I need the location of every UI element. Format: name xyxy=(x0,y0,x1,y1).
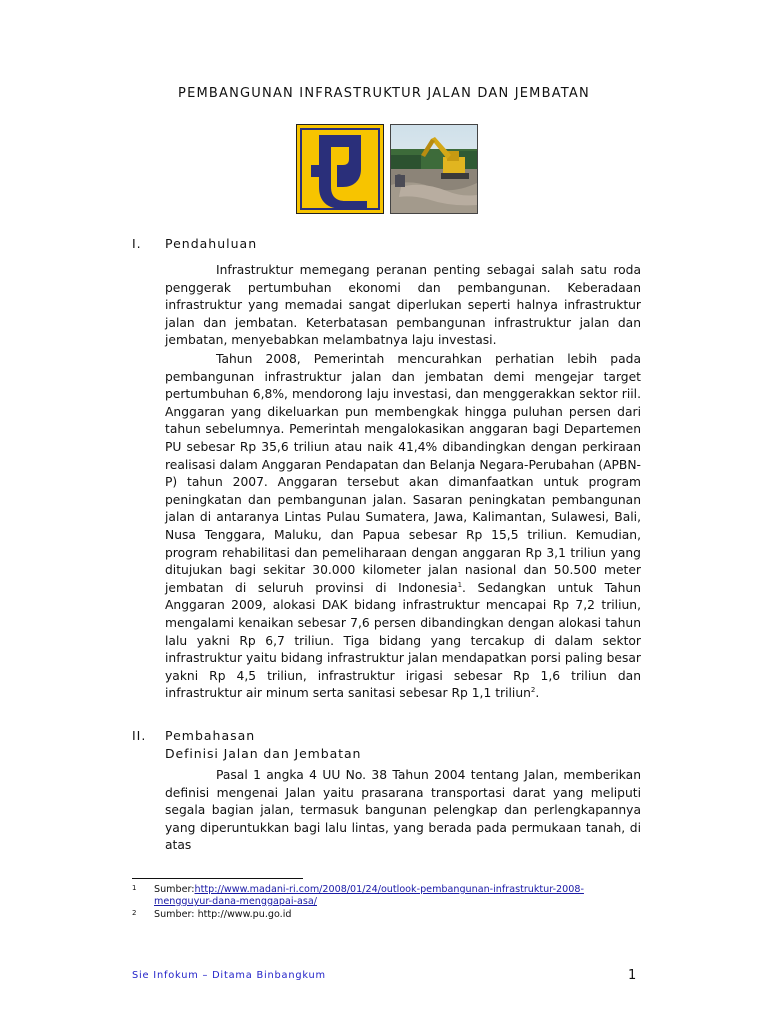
pu-logo xyxy=(296,124,384,214)
footnote-divider xyxy=(132,878,303,879)
paragraph-budget xyxy=(165,351,641,703)
paragraph-text: . xyxy=(535,686,540,701)
footnote-text: Sumber: http://www.pu.go.id xyxy=(154,909,292,920)
paragraph-definition: Pasal 1 angka 4 UU No. 38 Tahun 2004 tentang Jalan, memberikan definisi mengenai Jalan yaitu prasarana transportasi darat yang meliputi segala bagian jalan, termasuk bangunan pelengkap dan perlengkapannya yang diperuntukkan bagi lalu lintas, yang berada pada permukaan tanah, di atas xyxy=(165,768,641,853)
footnote-link[interactable]: http://www.madani-ri.com/2008/01/24/outlook-pembangunan-infrastruktur-2008-mengguyur-dana-menggapai-asa/ xyxy=(154,884,584,907)
section-heading-pendahuluan xyxy=(132,236,257,251)
section-number: II. xyxy=(132,728,147,743)
subsection-title: Definisi Jalan dan Jembatan xyxy=(165,746,362,761)
paragraph-intro: Infrastruktur memegang peranan penting sebagai salah satu roda penggerak pertumbuhan ekonomi dan pembangunan. Keberadaan infrastruktur yang memadai sangat diperlukan seperti halnya infrastruktur jalan dan jembatan. Keterbatasan pembangunan infrastruktur jalan dan jembatan, menyebabkan melambatnya laju investasi. xyxy=(165,263,641,348)
section-title: Pembahasan xyxy=(165,728,256,743)
section-heading-pembahasan xyxy=(132,728,255,743)
section-title: Pendahuluan xyxy=(165,236,258,251)
footnote-ref-1[interactable]: 1 xyxy=(457,580,463,589)
page-number: 1 xyxy=(628,968,637,983)
paragraph-text: . Sedangkan untuk Tahun Anggaran 2009, alokasi DAK bidang infrastruktur mencapai Rp 7,2 triliun, mengalami kenaikan sebesar 7,6 persen dibandingkan dengan alokasi tahun lalu yakni Rp 6,7 triliun. Tiga bidang yang tercakup di dalam sektor infrastruktur yaitu bidang infrastruktur jalan mendapatkan porsi paling besar yakni Rp 4,5 triliun, infrastruktur irigasi sebesar Rp 1,6 triliun dan infrastruktur air minum serta sanitasi sebesar Rp 1,1 triliun xyxy=(165,580,641,701)
page-title: PEMBANGUNAN INFRASTRUKTUR JALAN DAN JEMBATAN xyxy=(178,86,590,101)
section-number: I. xyxy=(132,236,142,251)
footer-text: Sie Infokum – Ditama Binbangkum xyxy=(132,970,326,981)
footnote-number: 1 xyxy=(132,884,137,892)
footnote-ref-2[interactable]: 2 xyxy=(530,686,536,695)
paragraph-text: Tahun 2008, Pemerintah mencurahkan perhatian lebih pada pembangunan infrastruktur jalan dan jembatan demi mengejar target pertumbuhan 6,8%, mendorong laju investasi, dan menggerakkan sektor riil. Anggaran yang dikeluarkan pun membengkak hingga puluhan persen dari tahun sebelumnya. Pemerintah mengalokasikan anggaran bagi Departemen PU sebesar Rp 35,6 triliun atau naik 41,4% dibandingkan dengan perkiraan realisasi dalam Anggaran Pendapatan dan Belanja Negara-Perubahan (APBN-P) tahun 2007. Anggaran tersebut akan dimanfaatkan untuk program peningkatan dan pembangunan jalan. Sasaran peningkatan pembangunan jalan di antaranya Lintas Pulau Sumatera, Jawa, Kalimantan, Sulawesi, Bali, Nusa Tenggara, Maluku, dan Papua sebesar Rp 15,5 triliun. Kemudian, program rehabilitasi dan pemeliharaan dengan anggaran Rp 3,1 triliun yang ditujukan bagi sekitar 30.000 kilometer jalan nasional dan 50.500 meter jembatan di seluruh provinsi di Indonesia xyxy=(165,352,641,595)
construction-photo xyxy=(390,124,478,214)
footnote-number: 2 xyxy=(132,909,137,917)
footnote-prefix: Sumber: xyxy=(154,884,195,895)
